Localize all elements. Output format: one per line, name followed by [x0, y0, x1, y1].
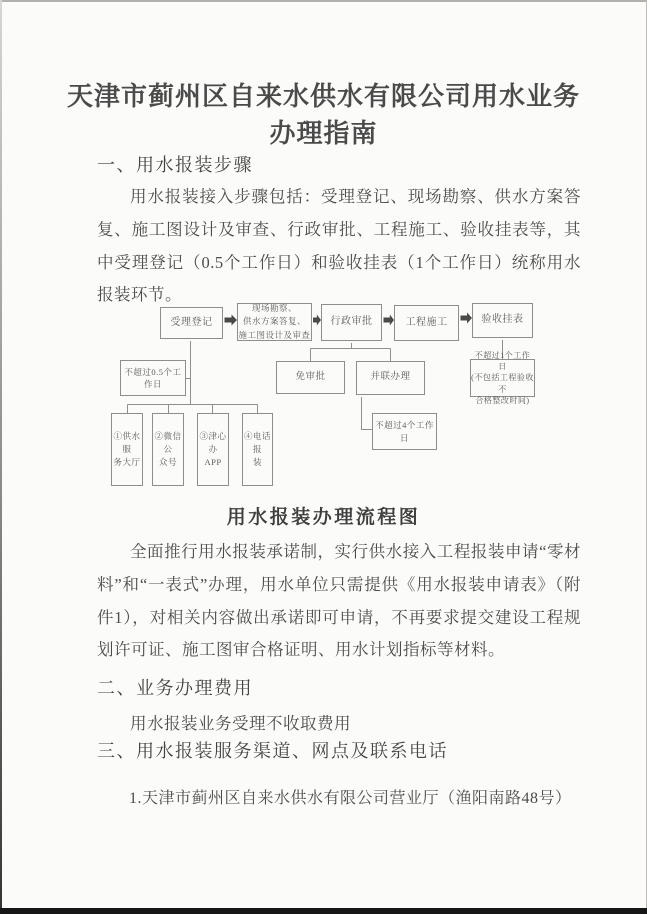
section3-heading: 三、用水报装服务渠道、网点及联系电话 — [97, 741, 448, 761]
flow-node-accept-time-limit: 不超过0.5个工作日 — [120, 360, 186, 396]
scan-edge-bottom — [0, 908, 647, 914]
flow-node-channel-telephone: ④电话报 装 — [242, 413, 273, 486]
flow-node-exempt-approval: 免审批 — [276, 361, 345, 394]
section2-heading: 二、业务办理费用 — [97, 678, 253, 698]
flow-node-site-survey: 现场勘察、 供水方案答复、 施工图设计及审查 — [238, 303, 311, 340]
section1-paragraph2: 全面推行用水报装承诺制，实行供水接入工程报装申请“零材料”和“一表式”办理，用水单位只需提供《用水报装申请表》（附件1），对相关内容做出承诺即可申请，不再要求提交建设工程规划许可证、施工图审合格证明、用水计划指标等材料。 — [97, 542, 581, 660]
flow-node-channel-wechat: ②微信公 众号 — [152, 413, 184, 486]
document-title-line2: 办理指南 — [269, 119, 378, 148]
flow-node-accept-registration: 受理登记 — [160, 307, 223, 339]
flow-node-channel-jinxinban-app: ③津心办 APP — [197, 413, 229, 486]
flow-node-parallel-processing: 并联办理 — [356, 361, 425, 395]
document-title-line1: 天津市蓟州区自来水供水有限公司用水业务 — [66, 82, 580, 111]
document-title — [40, 78, 607, 152]
flowchart-caption: 用水报装办理流程图 — [226, 507, 421, 528]
section1-paragraph: 用水报装接入步骤包括：受理登记、现场勘察、供水方案答复、施工图设计及审查、行政审批、工程施工、验收挂表等，其中受理登记（0.5个工作日）和验收挂表（1个工作日）统称用水报装环节。 — [97, 187, 581, 305]
flow-node-administrative-approval: 行政审批 — [321, 304, 382, 341]
section2-paragraph: 用水报装业务受理不收取费用 — [130, 714, 351, 733]
flow-node-channel-service-hall: ①供水服 务大厅 — [111, 413, 143, 486]
flow-node-parallel-time-limit: 不超过4个工作日 — [372, 413, 437, 450]
flow-node-construction: 工程施工 — [394, 305, 459, 341]
section3-item1: 1.天津市蓟州区自来水供水有限公司营业厅（渔阳南路48号） — [129, 790, 572, 807]
flowchart — [0, 296, 647, 496]
flow-node-meter-time-limit: 不超过1个工作日 (不包括工程验收不 合格整改时间) — [471, 351, 534, 405]
scan-edge-top — [0, 0, 647, 2]
section1-heading: 一、用水报装步骤 — [97, 155, 253, 175]
flow-node-acceptance-meter: 验收挂表 — [472, 303, 533, 338]
